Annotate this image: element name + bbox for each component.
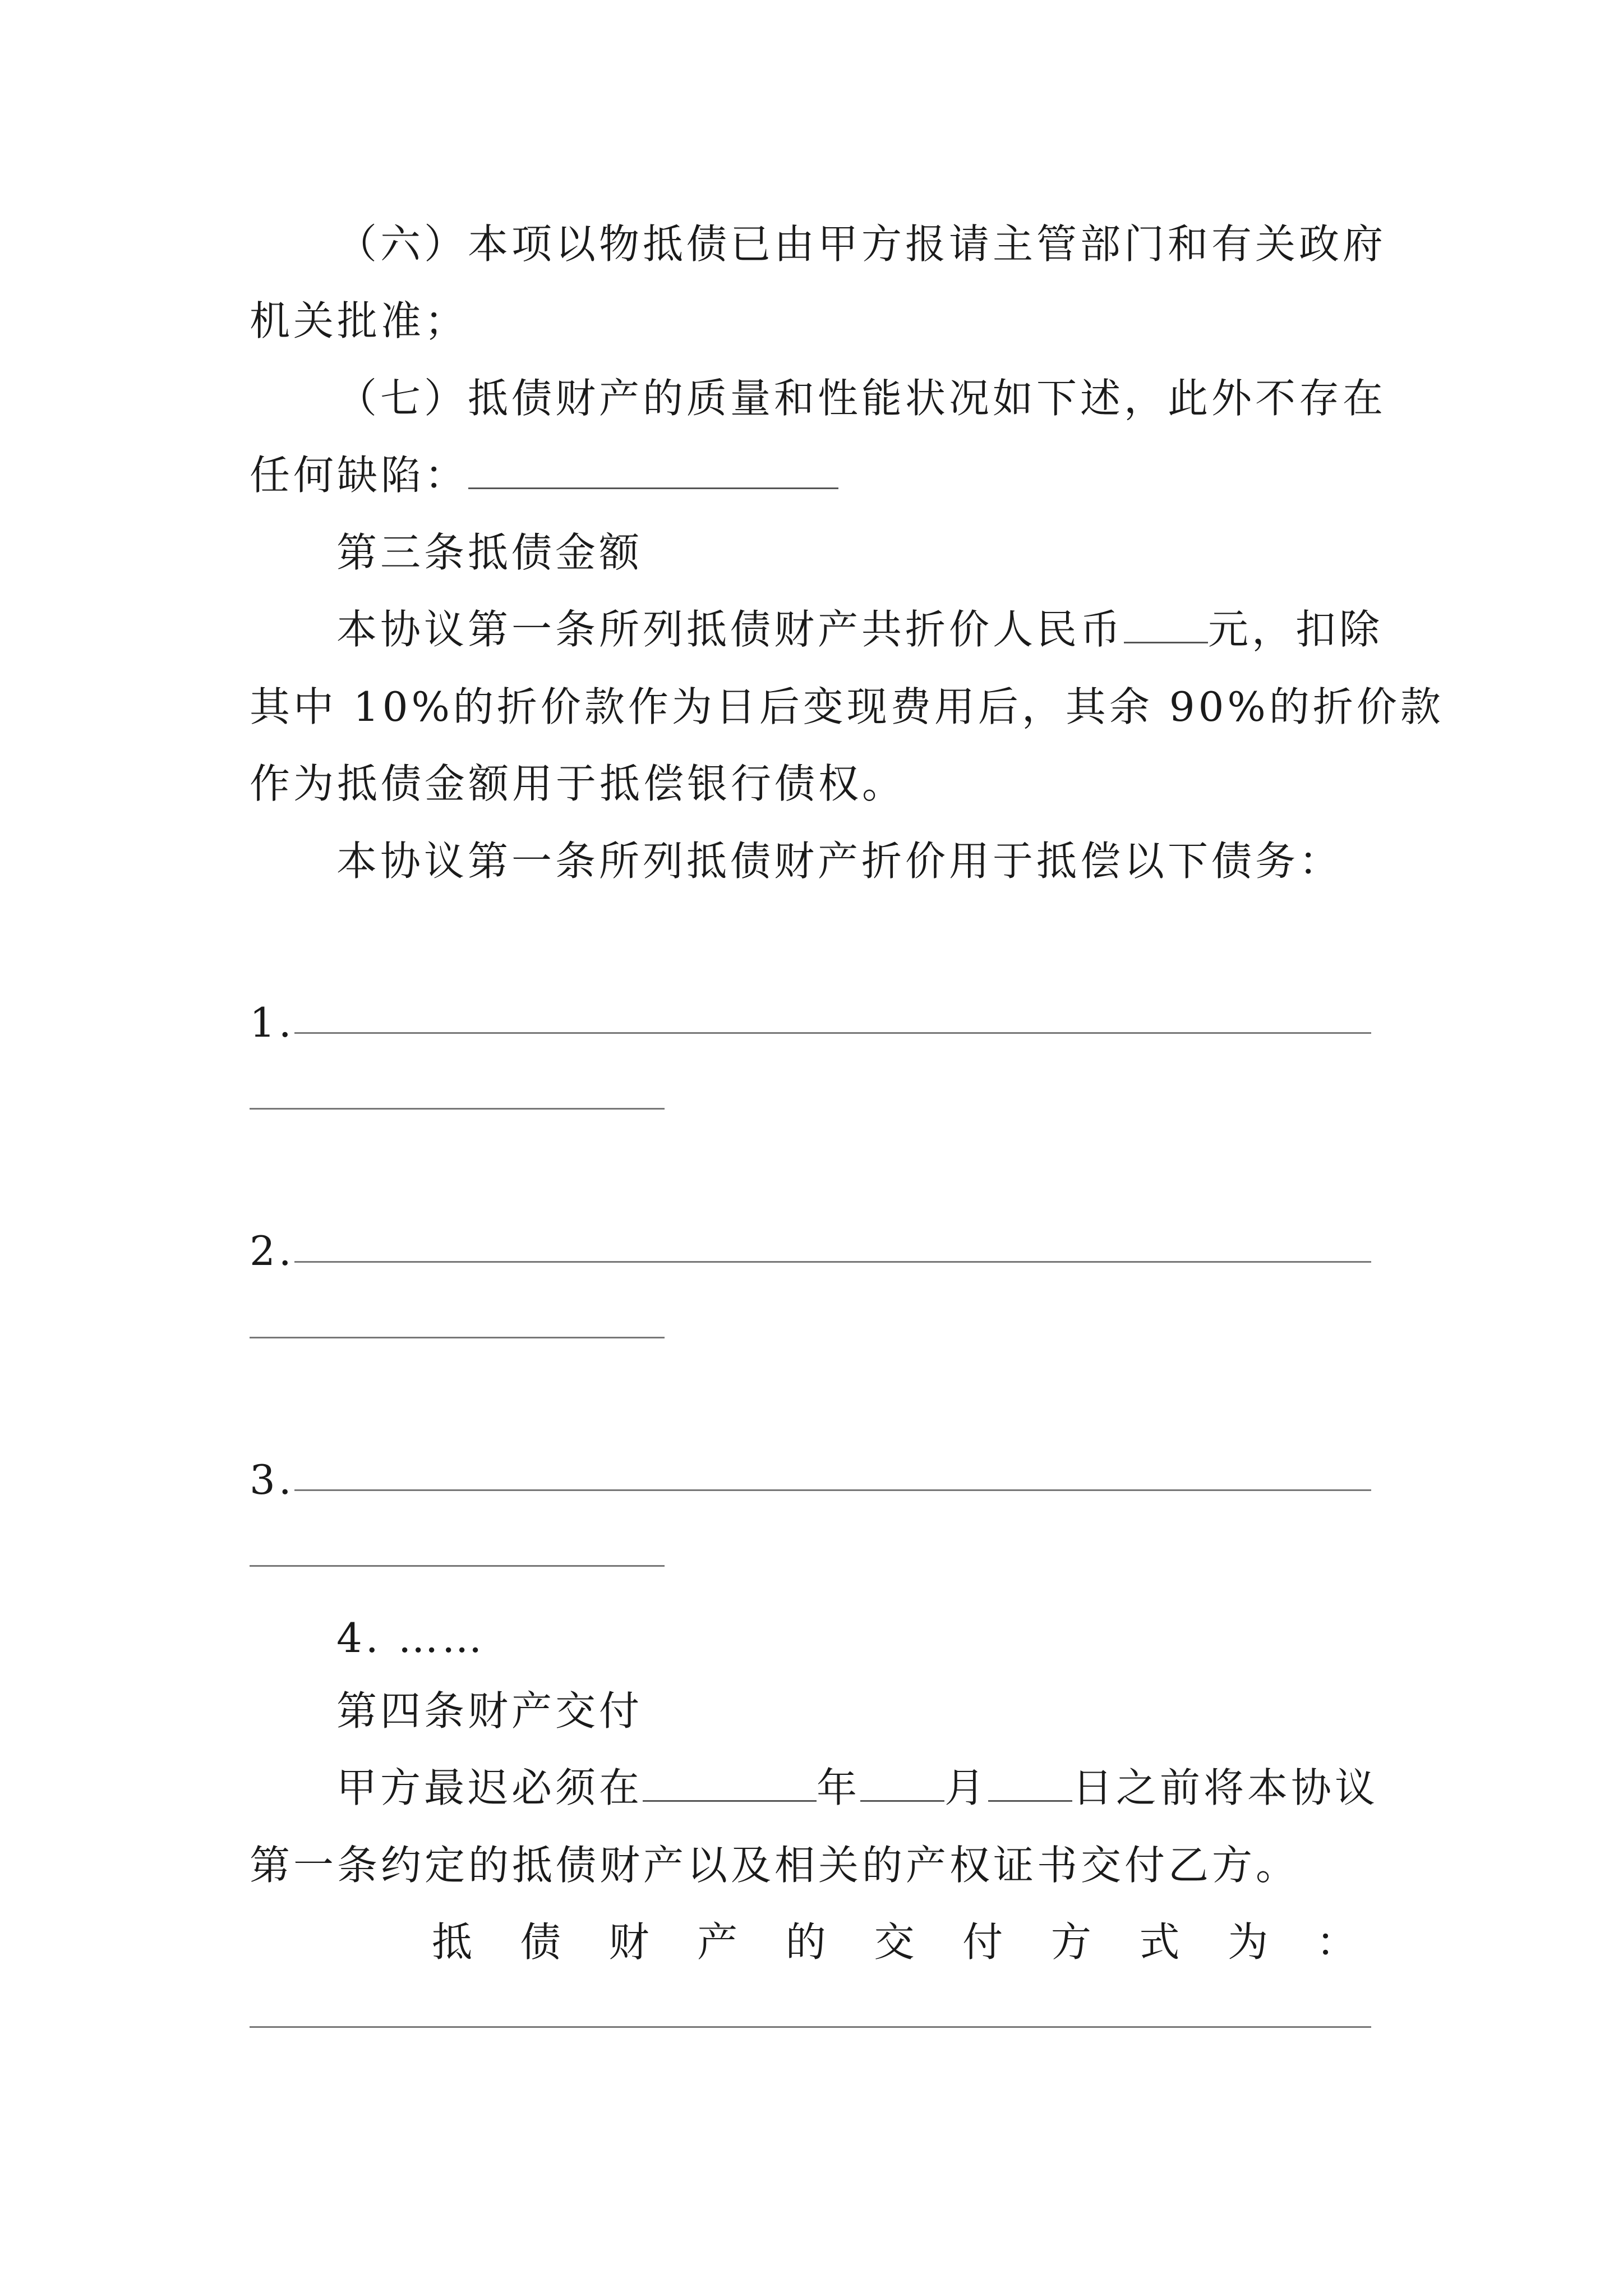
year-label: 年 — [817, 1764, 861, 1811]
debt-item-3 — [250, 1452, 1394, 1508]
debt-item-4: 4. …… — [336, 1614, 486, 1662]
delivery-char: 产 — [697, 1918, 741, 1966]
article3-para1-line2: 其中 10%的折价款作为日后变现费用后，其余 90%的折价款 — [250, 683, 1444, 730]
debt-item-1 — [250, 995, 1394, 1051]
article4-title: 第四条财产交付 — [336, 1687, 643, 1734]
month-blank — [860, 1766, 944, 1802]
item6-line2: 机关批准； — [250, 297, 469, 344]
delivery-char: 的 — [785, 1918, 829, 1966]
delivery-char: 式 — [1139, 1918, 1183, 1966]
article3-para2: 本协议第一条所列抵债财产折价用于抵偿以下债务： — [336, 838, 1343, 885]
article4-para1-text-b: 日之前将本协议 — [1072, 1764, 1379, 1811]
article3-title: 第三条抵债金额 — [336, 529, 643, 576]
defects-blank — [468, 454, 838, 489]
debt-item-2-number: 2. — [250, 1227, 295, 1274]
debt-item-3-rule-2 — [250, 1565, 665, 1567]
delivery-char: 财 — [608, 1918, 653, 1966]
delivery-char: ： — [1316, 1918, 1360, 1966]
amount-blank — [1124, 608, 1208, 643]
debt-item-1-rule — [294, 1032, 1371, 1034]
debt-item-2-rule-2 — [250, 1337, 665, 1338]
article3-para1-line1 — [336, 601, 1481, 657]
delivery-char: 方 — [1050, 1918, 1095, 1966]
delivery-char: 抵 — [432, 1918, 476, 1966]
item7-line2 — [250, 447, 1394, 503]
debt-item-1-number: 1. — [250, 999, 295, 1046]
article3-para1-text-a: 本协议第一条所列抵债财产共折价人民币 — [336, 606, 1124, 653]
debt-item-3-rule — [294, 1489, 1371, 1491]
item6-line1: （六）本项以物抵债已由甲方报请主管部门和有关政府 — [336, 220, 1387, 268]
item7-line1: （七）抵债财产的质量和性能状况如下述，此外不存在 — [336, 375, 1387, 422]
debt-item-2 — [250, 1223, 1394, 1279]
article3-para1-text-b: 元，扣除 — [1208, 606, 1384, 653]
day-blank — [988, 1766, 1072, 1802]
delivery-char: 为 — [1228, 1918, 1272, 1966]
delivery-char: 交 — [874, 1918, 918, 1966]
delivery-method-rule — [250, 2026, 1371, 2028]
article4-para2-spaced — [432, 1914, 1360, 1970]
debt-item-3-number: 3. — [250, 1456, 295, 1503]
article3-para1-line3: 作为抵债金额用于抵偿银行债权。 — [250, 760, 906, 807]
debt-item-2-rule — [294, 1261, 1371, 1263]
month-label: 月 — [944, 1764, 989, 1811]
delivery-char: 债 — [520, 1918, 564, 1966]
article4-para1-text-a: 甲方最迟必须在 — [336, 1764, 643, 1811]
debt-item-1-rule-2 — [250, 1108, 665, 1110]
item7-label: 任何缺陷： — [250, 452, 469, 499]
article4-para1-line1 — [336, 1760, 1481, 1816]
delivery-char: 付 — [962, 1918, 1007, 1966]
year-blank — [643, 1766, 817, 1802]
article4-para1-line2: 第一条约定的抵债财产以及相关的产权证书交付乙方。 — [250, 1842, 1300, 1889]
